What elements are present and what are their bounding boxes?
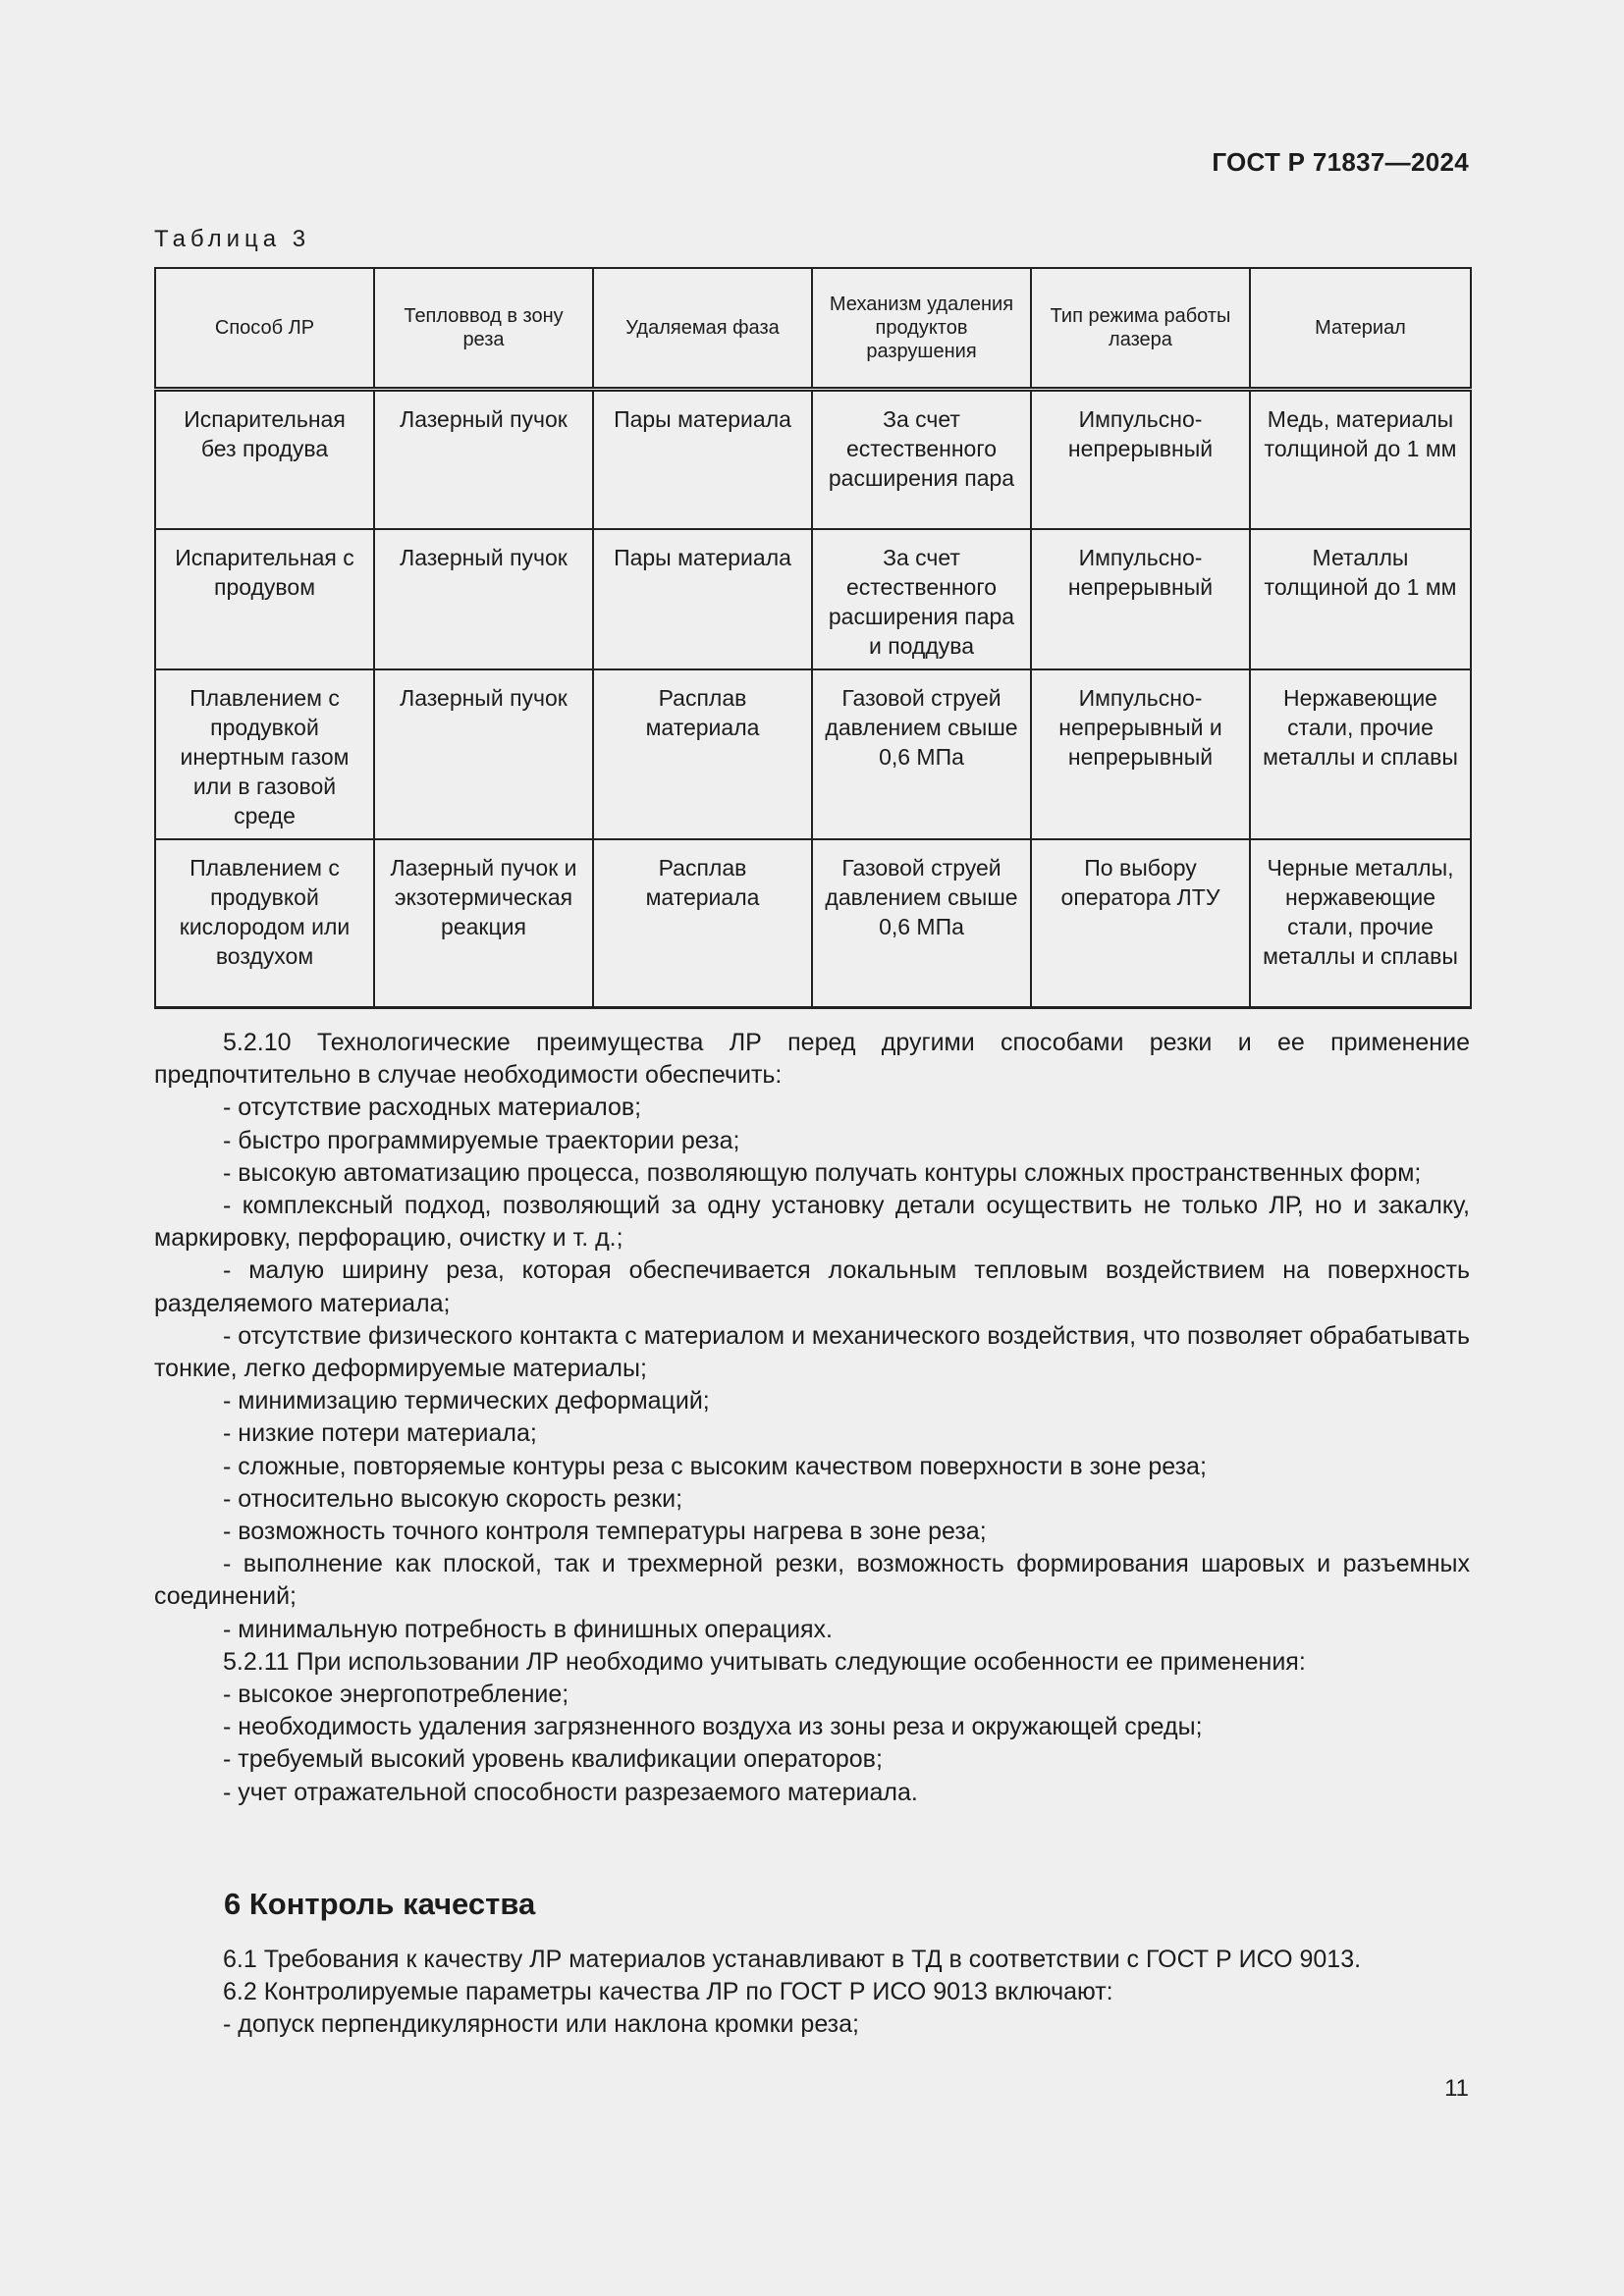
table-header-row <box>155 268 1471 390</box>
list-item: - допуск перпендикулярности или наклона кромки реза; <box>223 2010 859 2039</box>
table-cell: Лазерный пучок <box>374 529 593 669</box>
page-number: 11 <box>1444 2075 1469 2102</box>
table-cell: Испарительная с продувом <box>155 529 374 669</box>
list-item: - возможность точного контроля температуры нагрева в зоне реза; <box>223 1518 987 1546</box>
list-item: - учет отражательной способности разрезаемого материала. <box>223 1778 918 1806</box>
table-cell: Лазерный пучок и экзотермическая реакция <box>374 839 593 1008</box>
table-row <box>155 669 1471 839</box>
list-item: - минимальную потребность в финишных операциях. <box>223 1615 833 1643</box>
column-header: Тепловвод в зону реза <box>374 268 593 390</box>
table-cell: Медь, материалы толщиной до 1 мм <box>1250 390 1471 530</box>
table-row <box>155 839 1471 1008</box>
paragraph-6-2: 6.2 Контролируемые параметры качества ЛР по ГОСТ Р ИСО 9013 включают: <box>223 1978 1113 2006</box>
table-cell: Лазерный пучок <box>374 390 593 530</box>
list-item: - требуемый высокий уровень квалификации операторов; <box>223 1745 883 1774</box>
column-header: Способ ЛР <box>155 268 374 390</box>
list-item: - комплексный подход, позволяющий за одну установку детали осуществить не только ЛР, но и закалку, маркировку, перфорацию, очистку и т. д.; <box>154 1192 1470 1253</box>
table-cell: Расплав материала <box>593 669 812 839</box>
table-cell: Газовой струей давлением свыше 0,6 МПа <box>812 669 1031 839</box>
table-cell: По выбору оператора ЛТУ <box>1031 839 1250 1008</box>
column-header: Механизм удаления продуктов разрушения <box>812 268 1031 390</box>
document-code: ГОСТ Р 71837—2024 <box>1212 147 1469 177</box>
list-item: - выполнение как плоской, так и трехмерной резки, возможность формирования шаровых и разъемных соединений; <box>154 1550 1470 1611</box>
body-text <box>154 1027 1470 1809</box>
table-cell: За счет естественного расширения пара и поддува <box>812 529 1031 669</box>
table-cell: За счет естественного расширения пара <box>812 390 1031 530</box>
data-table <box>154 267 1472 1009</box>
list-item: - сложные, повторяемые контуры реза с высоким качеством поверхности в зоне реза; <box>223 1452 1207 1480</box>
paragraph-6-1: 6.1 Требования к качеству ЛР материалов устанавливают в ТД в соответствии с ГОСТ Р ИСО 9013. <box>223 1946 1362 1973</box>
table-label: Таблица 3 <box>154 226 311 252</box>
column-header: Удаляемая фаза <box>593 268 812 390</box>
list-item: - быстро программируемые траектории реза; <box>223 1126 740 1154</box>
table-cell: Импульсно-непрерывный и непрерывный <box>1031 669 1250 839</box>
column-header: Материал <box>1250 268 1471 390</box>
table-cell: Нержавеющие стали, прочие металлы и сплавы <box>1250 669 1471 839</box>
list-item: - высокую автоматизацию процесса, позволяющую получать контуры сложных пространственных форм; <box>223 1158 1422 1187</box>
table-cell: Пары материала <box>593 390 812 530</box>
section-text <box>154 1944 1470 2042</box>
list-item: - относительно высокую скорость резки; <box>223 1484 683 1513</box>
table-cell: Импульсно-непрерывный <box>1031 529 1250 669</box>
table-row <box>155 529 1471 669</box>
list-item: - отсутствие физического контакта с материалом и механического воздействия, что позволяет обрабатывать тонкие, легко деформируемые материалы; <box>154 1321 1470 1383</box>
table-cell: Лазерный пучок <box>374 669 593 839</box>
list-item: - высокое энергопотребление; <box>223 1681 569 1709</box>
table-cell: Плавлением с продувкой инертным газом или в газовой среде <box>155 669 374 839</box>
list-item: - малую ширину реза, которая обеспечивается локальным тепловым воздействием на поверхность разделяемого материала; <box>154 1256 1470 1317</box>
table-cell: Пары материала <box>593 529 812 669</box>
section-title: 6 Контроль качества <box>224 1887 536 1921</box>
paragraph-5-2-10: 5.2.10 Технологические преимущества ЛР перед другими способами резки и ее применение предпочтительно в случае необходимости обеспечить: <box>154 1029 1470 1090</box>
table-cell: Газовой струей давлением свыше 0,6 МПа <box>812 839 1031 1008</box>
table-cell: Расплав материала <box>593 839 812 1008</box>
list-item: - необходимость удаления загрязненного воздуха из зоны реза и окружающей среды; <box>223 1713 1203 1741</box>
table-cell: Испарительная без продува <box>155 390 374 530</box>
paragraph-5-2-11: 5.2.11 При использовании ЛР необходимо учитывать следующие особенности ее применения: <box>223 1647 1306 1676</box>
table-cell: Черные металлы, нержавеющие стали, прочие металлы и сплавы <box>1250 839 1471 1008</box>
list-item: - низкие потери материала; <box>223 1419 537 1448</box>
list-item: - минимизацию термических деформаций; <box>223 1387 710 1415</box>
table-cell: Импульсно-непрерывный <box>1031 390 1250 530</box>
table-cell: Плавлением с продувкой кислородом или воздухом <box>155 839 374 1008</box>
table-cell: Металлы толщиной до 1 мм <box>1250 529 1471 669</box>
list-item: - отсутствие расходных материалов; <box>223 1094 642 1122</box>
table-row <box>155 390 1471 530</box>
column-header: Тип режима работы лазера <box>1031 268 1250 390</box>
